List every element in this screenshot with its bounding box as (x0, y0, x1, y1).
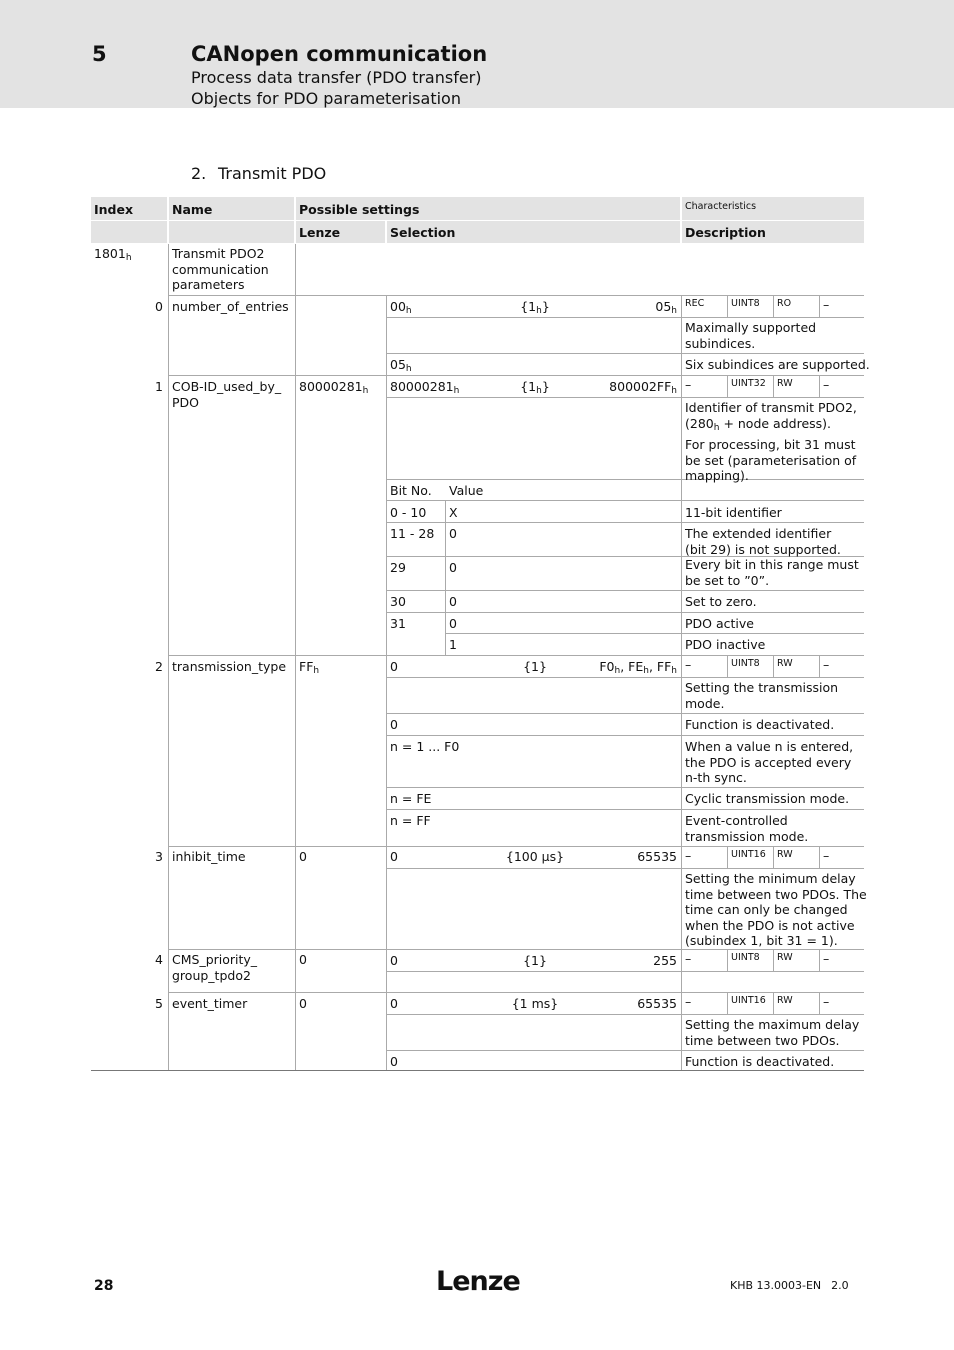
col-header-possible-settings: Possible settings (299, 202, 420, 217)
selection-step: {1} (523, 659, 547, 674)
bit-value: 0 (449, 616, 457, 631)
bit-no-header: Bit No. (390, 483, 432, 498)
chapter-title: CANopen communication (191, 42, 488, 66)
row-rule (168, 375, 864, 376)
selection-step: $\{1_h\}$ (520, 379, 550, 396)
selection-min: $80000281_h$ (390, 379, 460, 396)
chapter-subtitle-2: Objects for PDO parameterisation (191, 89, 461, 108)
page-number: 28 (94, 1278, 114, 1294)
char-extra: – (823, 848, 830, 863)
bit-number: 31 (390, 616, 406, 631)
row-rule (386, 713, 864, 714)
row-rule (386, 590, 864, 591)
description-text: Identifier of transmit PDO2, ($280_h$ + node address). For processing, bit 31 must be set (parameterisation of mapping). (685, 400, 857, 483)
lenze-default: 0 (299, 952, 307, 967)
row-rule (168, 949, 864, 950)
selection-value: $05_h$ (390, 357, 412, 374)
selection-max: $05_h$ (655, 299, 677, 316)
subindex-number: 0 (155, 299, 163, 314)
subindex-name: COB-ID_used_by_ PDO (172, 379, 282, 410)
col-header-lenze: Lenze (299, 225, 341, 240)
char-sep (773, 950, 774, 972)
char-sep (727, 993, 728, 1015)
char-sep (773, 376, 774, 398)
col-header-description: Description (685, 225, 766, 240)
lenze-logo: Lenze (436, 1266, 520, 1297)
col-sep-selection (386, 296, 387, 1071)
option-selection: n = FE (390, 791, 432, 806)
char-access: RW (777, 952, 793, 963)
chapter-number: 5 (92, 42, 107, 66)
lenze-default: $FF_h$ (299, 659, 320, 676)
bit-value: 1 (449, 637, 457, 652)
option-description: When a value n is entered, the PDO is accepted every n-th sync. (685, 739, 854, 785)
bit-description: PDO inactive (685, 637, 766, 652)
description-text: Function is deactivated. (685, 1054, 835, 1069)
description-text: Maximally supported subindices. (685, 320, 817, 351)
char-object-type: – (685, 848, 692, 863)
row-rule (168, 295, 864, 296)
bit-number: 11 - 28 (390, 526, 435, 541)
char-sep (819, 656, 820, 678)
section-title: Transmit PDO (218, 164, 327, 183)
section-number: 2. (191, 164, 207, 183)
row-rule (386, 1050, 864, 1051)
bit-number: 0 - 10 (390, 505, 427, 520)
char-access: RW (777, 995, 793, 1006)
bit-value: 0 (449, 526, 457, 541)
selection-min: 0 (390, 953, 398, 968)
char-object-type: – (685, 951, 692, 966)
bit-value: X (449, 505, 458, 520)
char-sep (819, 376, 820, 398)
char-extra: – (823, 994, 830, 1009)
object-name: Transmit PDO2 communication parameters (172, 246, 269, 292)
char-data-type: UINT8 (731, 298, 760, 309)
char-data-type: UINT16 (731, 849, 766, 860)
char-access: RO (777, 298, 792, 309)
row-rule (386, 612, 864, 613)
bit-value-header: Value (449, 483, 484, 498)
selection-max: $F0_h$, $FE_h$, $FF_h$ (599, 659, 677, 676)
col-sep-name (168, 244, 169, 1071)
char-access: RW (777, 658, 793, 669)
selection-max: 255 (653, 953, 677, 968)
char-sep (727, 296, 728, 318)
header-col-sep (294, 197, 296, 243)
option-selection: n = FF (390, 813, 431, 828)
char-data-type: UINT8 (731, 658, 760, 669)
row-rule (386, 735, 864, 736)
option-description: Function is deactivated. (685, 717, 835, 732)
bit-number: 29 (390, 560, 406, 575)
row-rule (445, 633, 864, 634)
subindex-name: CMS_priority_ group_tpdo2 (172, 952, 258, 983)
header-col-sep (385, 221, 387, 243)
description-text: Setting the transmission mode. (685, 680, 839, 711)
row-rule (386, 1014, 864, 1015)
subindex-number: 1 (155, 379, 163, 394)
bit-value: 0 (449, 594, 457, 609)
table-bottom-rule (91, 1070, 864, 1071)
selection-step: {100 µs} (505, 849, 565, 864)
bit-value: 0 (449, 560, 457, 575)
char-sep (773, 656, 774, 678)
selection-min: 0 (390, 849, 398, 864)
char-extra: – (823, 951, 830, 966)
description-text: Six subindices are supported. (685, 357, 870, 372)
col-sep-description (681, 296, 682, 1071)
row-rule (386, 971, 864, 972)
selection-max: $800002FF_h$ (609, 379, 677, 396)
row-rule (386, 500, 864, 501)
subindex-number: 2 (155, 659, 163, 674)
description-text: Setting the maximum delay time between two PDOs. (685, 1017, 860, 1048)
bit-description: Every bit in this range must be set to ”0”. (685, 557, 859, 588)
option-description: Cyclic transmission mode. (685, 791, 850, 806)
char-sep (773, 847, 774, 869)
bit-description: 11-bit identifier (685, 505, 782, 520)
selection-step: {1} (523, 953, 547, 968)
bit-description: Set to zero. (685, 594, 757, 609)
char-extra: – (823, 377, 830, 392)
selection-max: 65535 (637, 996, 677, 1011)
char-object-type: – (685, 377, 692, 392)
char-sep (727, 376, 728, 398)
selection-max: 65535 (637, 849, 677, 864)
option-selection: n = 1 ... F0 (390, 739, 460, 754)
selection-step: {1 ms} (511, 996, 559, 1011)
option-selection: 0 (390, 717, 398, 732)
row-rule (168, 992, 864, 993)
subindex-name: number_of_entries (172, 299, 289, 314)
document-version: 2.0 (831, 1279, 849, 1292)
col-header-index: Index (94, 202, 134, 217)
row-rule (168, 846, 864, 847)
col-header-characteristics: Characteristics (685, 201, 757, 212)
selection-min: 0 (390, 659, 398, 674)
subindex-name: event_timer (172, 996, 248, 1011)
row-rule (386, 522, 864, 523)
bit-description: PDO active (685, 616, 754, 631)
char-sep (819, 993, 820, 1015)
option-description: Event-controlled transmission mode. (685, 813, 809, 844)
selection-min: 0 (390, 996, 398, 1011)
char-data-type: UINT16 (731, 995, 766, 1006)
char-sep (773, 993, 774, 1015)
char-sep (727, 847, 728, 869)
row-rule (386, 868, 864, 869)
header-col-sep (167, 197, 169, 243)
char-sep (819, 296, 820, 318)
chapter-subtitle-1: Process data transfer (PDO transfer) (191, 68, 482, 87)
char-sep (819, 847, 820, 869)
lenze-default: 0 (299, 996, 307, 1011)
row-rule (168, 655, 864, 656)
col-sep-bit-value (445, 501, 446, 655)
char-sep (727, 950, 728, 972)
char-access: RW (777, 849, 793, 860)
subindex-number: 3 (155, 849, 163, 864)
char-data-type: UINT8 (731, 952, 760, 963)
row-rule (386, 809, 864, 810)
char-object-type: – (685, 657, 692, 672)
char-sep (819, 950, 820, 972)
char-object-type: REC (685, 298, 705, 309)
document-id: KHB 13.0003-EN 2.0 (730, 1279, 849, 1292)
row-rule (386, 353, 864, 354)
bit-description: The extended identifier (bit 29) is not supported. (685, 526, 841, 557)
lenze-default: $80000281_h$ (299, 379, 369, 396)
selection-min: $00_h$ (390, 299, 412, 316)
header-col-sep (680, 197, 682, 243)
selection-value: 0 (390, 1054, 398, 1069)
section-heading (191, 164, 326, 183)
char-object-type: – (685, 994, 692, 1009)
bit-number: 30 (390, 594, 406, 609)
col-sep-lenze (295, 244, 296, 1071)
subindex-name: transmission_type (172, 659, 287, 674)
char-data-type: UINT32 (731, 378, 766, 389)
char-access: RW (777, 378, 793, 389)
col-header-name: Name (172, 202, 213, 217)
header-divider (91, 220, 864, 221)
row-rule (386, 787, 864, 788)
description-text: Setting the minimum delay time between two PDOs. The time can only be changed when the PDO is not active (subindex 1, bit 31 = 1). (685, 871, 867, 948)
selection-step: $\{1_h\}$ (520, 299, 550, 316)
col-header-selection: Selection (390, 225, 456, 240)
char-sep (727, 656, 728, 678)
subindex-number: 4 (155, 952, 163, 967)
subindex-number: 5 (155, 996, 163, 1011)
lenze-default: 0 (299, 849, 307, 864)
char-sep (773, 296, 774, 318)
index-value: $1801_h$ (94, 246, 132, 263)
char-extra: – (823, 657, 830, 672)
char-extra: – (823, 297, 830, 312)
subindex-name: inhibit_time (172, 849, 246, 864)
